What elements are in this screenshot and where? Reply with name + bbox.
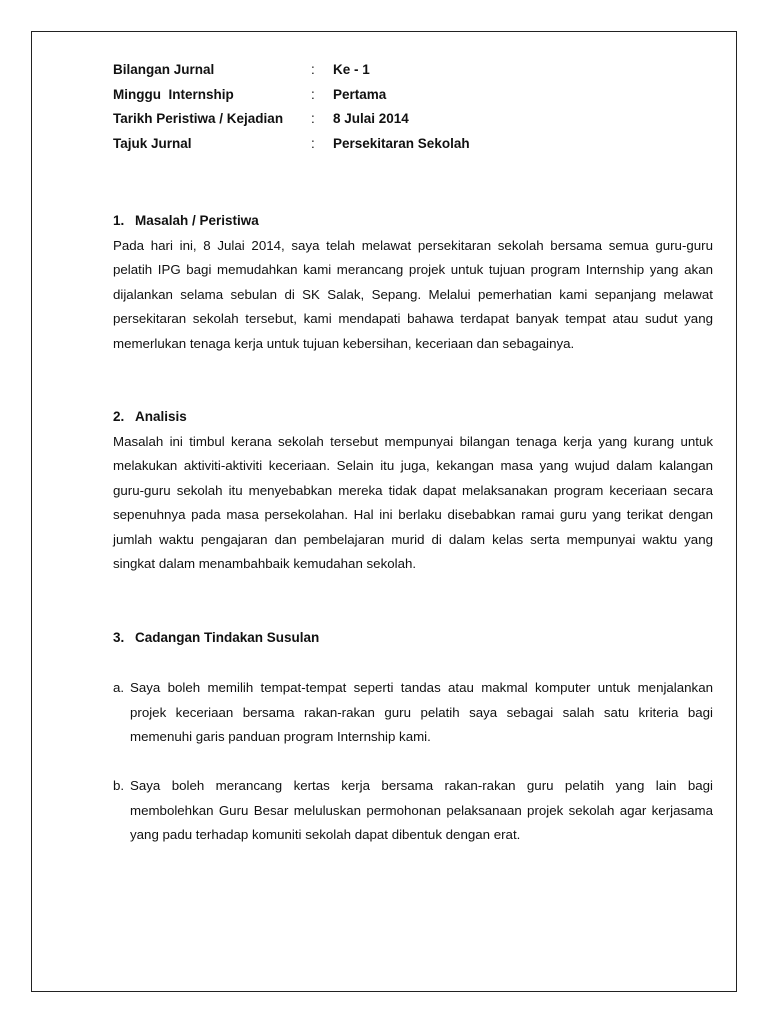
journal-content	[113, 58, 713, 842]
section-number: 2.	[113, 409, 125, 424]
section-title: Analisis	[135, 409, 187, 424]
section-cadangan	[113, 626, 713, 651]
section-masalah	[113, 209, 713, 356]
header-colon: :	[311, 111, 315, 126]
header-value: 8 Julai 2014	[333, 111, 409, 126]
header-colon: :	[311, 86, 315, 102]
section-body: Pada hari ini, 8 Julai 2014, saya telah melawat persekitaran sekolah bersama semua guru-guru pelatih IPG bagi memudahkan kami merancang projek untuk tujuan program Internship yang akan dijalankan selama sebulan di SK Salak, Sepang. Melalui pemerhatian kami sepanjang melawat persekitaran sekolah tersebut, kami mendapati bahawa terdapat banyak tempat atau sudut yang memerlukan tenaga kerja untuk tujuan kebersihan, keceriaan dan sebagainya.	[113, 237, 713, 351]
header-label: Bilangan Jurnal	[113, 62, 215, 77]
header-row-minggu	[113, 83, 713, 108]
header-value: Persekitaran Sekolah	[333, 135, 470, 151]
list-marker: a.	[113, 680, 125, 695]
header-row-tarikh	[113, 107, 713, 132]
list-text: Saya boleh memilih tempat-tempat seperti tandas atau makmal komputer untuk menjalankan projek keceriaan bersama rakan-rakan guru pelatih saya sebagai salah satu kriteria bagi memenuhi garis panduan program Internship kami.	[130, 680, 713, 744]
list-item	[113, 774, 713, 848]
header-row-bilangan	[113, 58, 713, 83]
header-label: Tajuk Jurnal	[113, 135, 192, 151]
header-value: Ke - 1	[333, 62, 370, 77]
section-body: Masalah ini timbul kerana sekolah tersebut mempunyai bilangan tenaga kerja yang kurang untuk melakukan aktiviti-aktiviti keceriaan. Selain itu juga, kekangan masa yang wujud dalam kalangan guru-guru sekolah itu menyebabkan mereka tidak dapat melaksanakan program keceriaan secara sepenuhnya pada masa persekolahan. Hal ini berlaku disebabkan ramai guru yang terikat dengan jumlah waktu pengajaran dan pembelajaran murid di dalam kelas serta mempunyai waktu yang singkat dalam menambahbaik kemudahan sekolah.	[113, 433, 713, 571]
header-row-tajuk	[113, 132, 713, 157]
list-text: Saya boleh merancang kertas kerja bersama rakan-rakan guru pelatih yang lain bagi membolehkan Guru Besar meluluskan permohonan pelaksanaan projek sekolah agar kerjasama yang padu terhadap komuniti sekolah dapat dibentuk dengan erat.	[130, 778, 713, 842]
header-label: Minggu Internship	[113, 86, 234, 102]
section-analisis	[113, 405, 713, 577]
list-item	[113, 676, 713, 750]
section-heading	[113, 209, 713, 234]
section-title: Masalah / Peristiwa	[135, 213, 259, 228]
section-number: 1.	[113, 213, 125, 228]
header-colon: :	[311, 135, 315, 151]
list-marker: b.	[113, 778, 125, 793]
section-heading	[113, 405, 713, 430]
header-value: Pertama	[333, 86, 387, 102]
header-colon: :	[311, 62, 315, 77]
header-label: Tarikh Peristiwa / Kejadian	[113, 111, 284, 126]
section-title: Cadangan Tindakan Susulan	[135, 630, 320, 645]
journal-header-table	[113, 58, 713, 156]
section-heading	[113, 626, 713, 651]
section-number: 3.	[113, 630, 125, 645]
